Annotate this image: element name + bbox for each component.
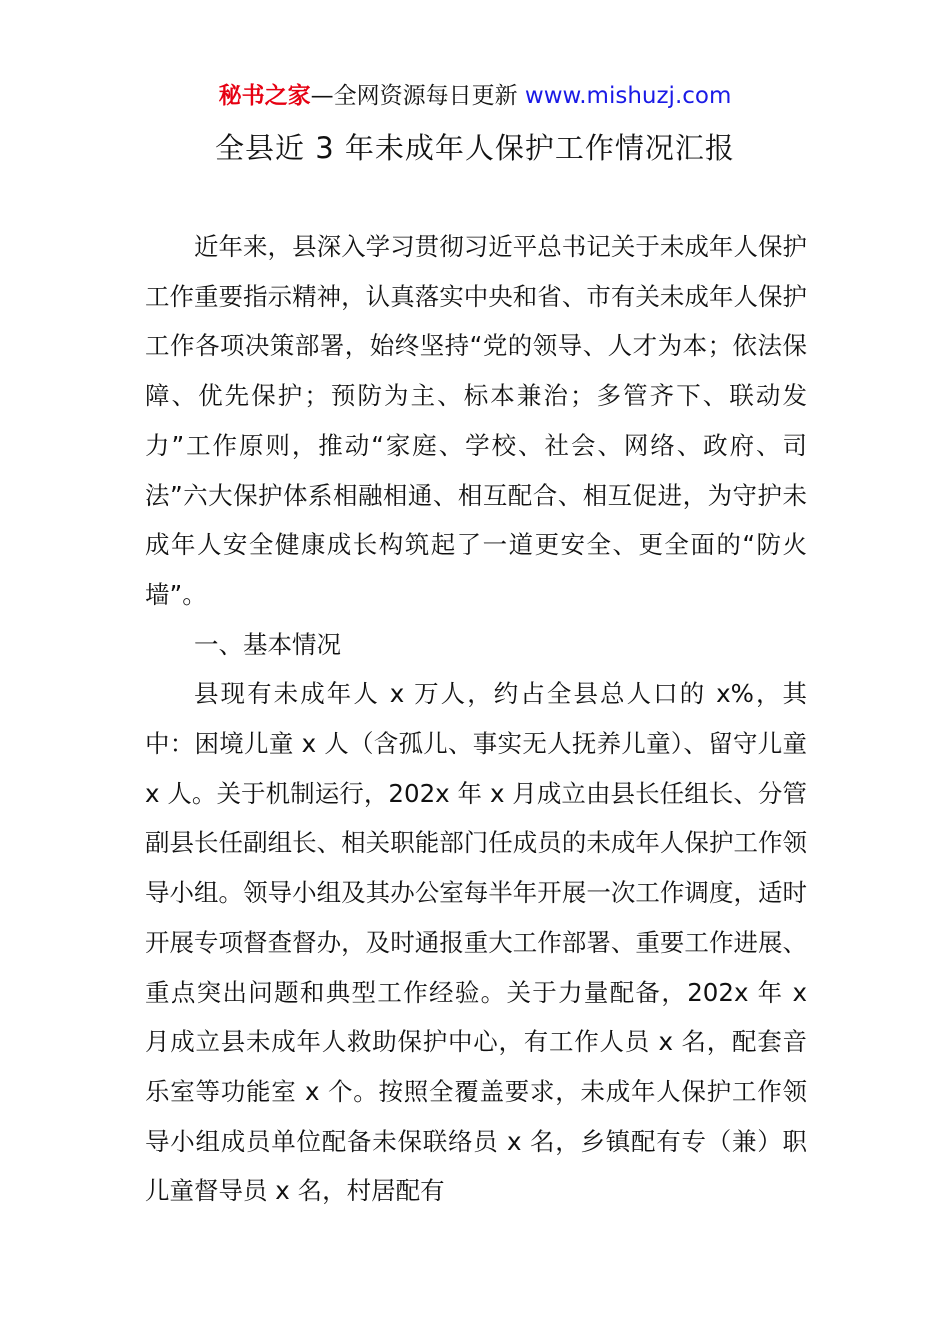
document-body xyxy=(145,222,807,1216)
document-title: 全县近 3 年未成年人保护工作情况汇报 xyxy=(215,131,735,165)
banner-brand: 秘书之家 xyxy=(218,83,311,109)
intro-paragraph: 近年来，县深入学习贯彻习近平总书记关于未成年人保护工作重要指示精神，认真落实中央和省、市有关未成年人保护工作各项决策部署，始终坚持“党的领导、人才为本；依法保障、优先保护；预防为主、标本兼治；多管齐下、联动发力”工作原则，推动“家庭、学校、社会、网络、政府、司法”六大保护体系相融相通、相互配合、相互促进，为守护未成年人安全健康成长构筑起了一道更安全、更全面的“防火墙”。 xyxy=(145,232,807,609)
site-banner xyxy=(0,80,950,112)
section-heading-basic-situation: 一、基本情况 xyxy=(194,629,341,659)
basic-situation-paragraph: 县现有未成年人 x 万人，约占全县总人口的 x%，其中：困境儿童 x 人（含孤儿、事实无人抚养儿童）、留守儿童 x 人。关于机制运行，202x 年 x 月成立由县长任组长、分管副县长任副组长、相关职能部门任成员的未成年人保护工作领导小组。领导小组及其办公室每半年开展一次工作调度，适时开展专项督查督办，及时通报重大工作部署、重要工作进展、重点突出问题和典型工作经验。关于力量配备，202x 年 x 月成立县未成年人救助保护中心，有工作人员 x 名，配套音乐室等功能室 x 个。按照全覆盖要求，未成年人保护工作领导小组成员单位配备未保联络员 x 名，乡镇配有专（兼）职儿童督导员 x 名，村居配有 xyxy=(145,679,807,1206)
banner-tagline: —全网资源每日更新 xyxy=(310,83,525,109)
banner-url-link[interactable]: www.mishuzj.com xyxy=(524,83,732,109)
